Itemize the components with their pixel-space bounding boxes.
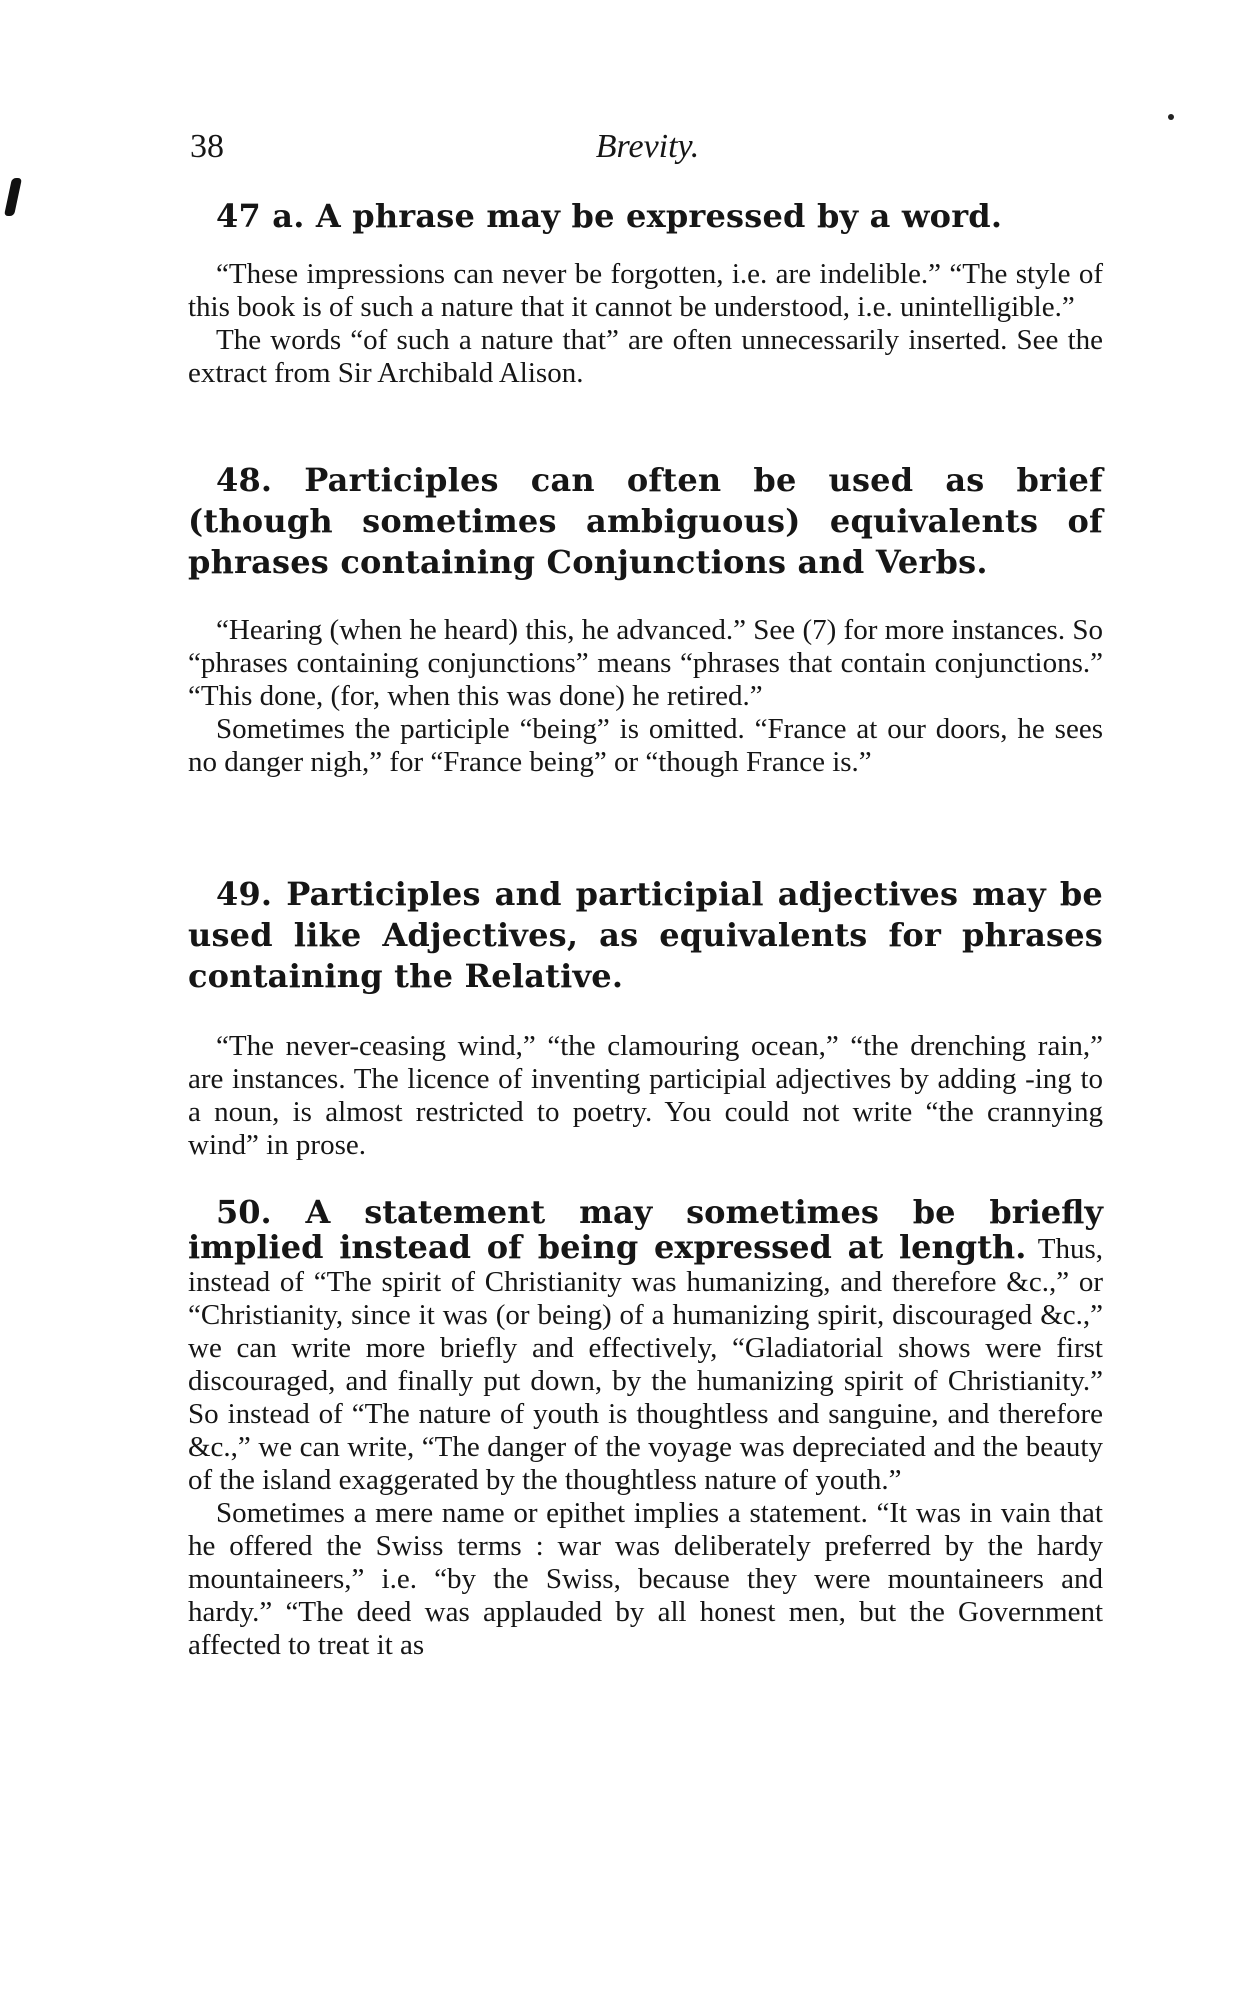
section-heading: 50. A statement may sometimes be briefly implied instead of being expressed at length. xyxy=(188,1193,1103,1266)
section-heading: 47 a. A phrase may be expressed by a word. xyxy=(216,197,1003,235)
section-49-body xyxy=(188,1030,1103,1162)
section-heading: 48. Participles can often be used as brief (though sometimes ambiguous) equivalents of phrases containing Conjunctions and Verbs. xyxy=(188,461,1103,581)
section-47a-body xyxy=(188,258,1103,390)
section-48-body xyxy=(188,614,1103,779)
running-title: Brevity. xyxy=(595,128,700,165)
section-heading: 49. Participles and participial adjectives may be used like Adjectives, as equivalents for phrases containing the Relative. xyxy=(188,875,1103,995)
section-50 xyxy=(188,1193,1103,1662)
lead-text: Thus, instead of “The spirit of Christianity was humanizing, and therefore &c.,” or “Christianity, since it was (or being) of a humanizing spirit, discouraged &c.,” we can write more briefly and effectively, “Gladiatorial shows were first discouraged, and finally put down, by the humanizing spirit of Christianity.” So instead of “The nature of youth is thoughtless and sanguine, and therefore &c.,” we can write, “The danger of the voyage was depreciated and the beauty of the island exaggerated by the thoughtless nature of youth.” xyxy=(188,1233,1103,1496)
section-50-lead-paragraph xyxy=(188,1193,1103,1497)
running-head xyxy=(190,128,1105,178)
paragraph: “Hearing (when he heard) this, he advanced.” See (7) for more instances. So “phrases containing conjunctions” means “phrases that contain conjunctions.” “This done, (for, when this was done) he retired.” xyxy=(188,614,1103,712)
paragraph: Sometimes a mere name or epithet implies a statement. “It was in vain that he offered the Swiss terms : war was deliberately preferred by the hardy mountaineers,” i.e. “by the Swiss, because they were mountaineers and hardy.” “The deed was applauded by all honest men, but the Government affected to treat it as xyxy=(188,1497,1103,1661)
paragraph: The words “of such a nature that” are often unnecessarily inserted. See the extract from Sir Archibald Alison. xyxy=(188,324,1103,389)
section-47a xyxy=(188,196,1103,237)
paragraph: Sometimes the participle “being” is omitted. “France at our doors, he sees no danger nigh,” for “France being” or “though France is.” xyxy=(188,713,1103,778)
page-number: 38 xyxy=(190,128,224,165)
section-49 xyxy=(188,874,1103,997)
margin-ink-dot xyxy=(1168,114,1174,120)
paragraph: “The never-ceasing wind,” “the clamouring ocean,” “the drenching rain,” are instances. The licence of inventing participial adjectives by adding -ing to a noun, is almost restricted to poetry. You could not write “the crannying wind” in prose. xyxy=(188,1030,1103,1161)
paragraph: “These impressions can never be forgotten, i.e. are indelible.” “The style of this book is of such a nature that it cannot be understood, i.e. unintelligible.” xyxy=(188,258,1103,323)
margin-ink-mark xyxy=(4,178,22,216)
section-48 xyxy=(188,460,1103,583)
